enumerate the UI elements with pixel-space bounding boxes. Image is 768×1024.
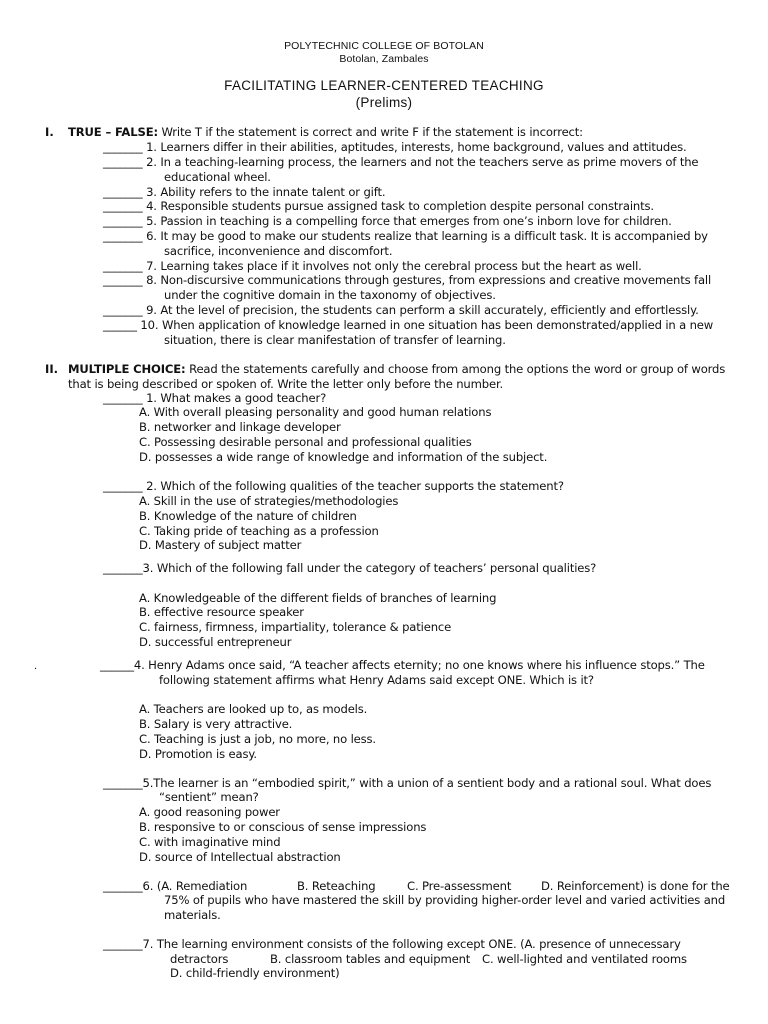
mc-q7-option-b: B. classroom tables and equipment	[270, 952, 471, 966]
tf-item-8: _______ 8. Non-discursive communications through gestures, from expressions and creative movements fall	[103, 273, 712, 287]
tf-item-5: _______ 5. Passion in teaching is a compelling force that emerges from one’s inborn love for children.	[103, 214, 672, 228]
tf-item-10: ______ 10. When application of knowledge learned in one situation has been demonstrated/applied in a new	[103, 318, 714, 332]
part2-heading: MULTIPLE CHOICE:	[68, 362, 186, 376]
mc-q5-option-d: D. source of Intellectual abstraction	[139, 850, 341, 864]
tf-item-4: _______ 4. Responsible students pursue assigned task to completion despite personal constraints.	[103, 199, 654, 213]
mc-q7-option-a-cont: detractors	[170, 952, 229, 966]
mc-q3-option-d: D. successful entrepreneur	[139, 635, 292, 649]
mc-q7-option-c: C. well-lighted and ventilated rooms	[482, 952, 687, 966]
mc-q3-option-a: A. Knowledgeable of the different fields of branches of learning	[139, 591, 497, 605]
mc-q5-option-b: B. responsive to or conscious of sense impressions	[139, 820, 427, 834]
mc-q6-lead: _______6. (A. Remediation	[103, 879, 248, 893]
tf-item-6-cont: sacrifice, inconvenience and discomfort.	[164, 244, 393, 258]
mc-q4-option-a: A. Teachers are looked up to, as models.	[139, 702, 368, 716]
part1-instruction	[68, 125, 583, 139]
mc-q4-stem: ______4. Henry Adams once said, “A teacher affects eternity; no one knows where his influence stops.” The	[100, 658, 705, 672]
mc-q3-stem: _______3. Which of the following fall under the category of teachers’ personal qualities?	[103, 561, 597, 575]
tf-item-10-cont: situation, there is clear manifestation of transfer of learning.	[164, 333, 506, 347]
part2-numeral: II.	[45, 362, 59, 376]
mc-q3-option-b: B. effective resource speaker	[139, 605, 304, 619]
part2-instruction	[68, 362, 725, 376]
tf-item-7: _______ 7. Learning takes place if it involves not only the cerebral process but the heart as well.	[103, 259, 642, 273]
mc-q2-stem: _______ 2. Which of the following qualities of the teacher supports the statement?	[103, 479, 564, 493]
mc-q6-option-d: D. Reinforcement) is done for the	[541, 879, 730, 893]
part1-numeral: I.	[45, 125, 54, 139]
mc-q5-option-a: A. good reasoning power	[139, 805, 280, 819]
school-name: POLYTECHNIC COLLEGE OF BOTOLAN	[284, 40, 484, 52]
tf-item-3: _______ 3. Ability refers to the innate talent or gift.	[103, 185, 386, 199]
mc-q1-option-b: B. networker and linkage developer	[139, 420, 341, 434]
exam-period: (Prelims)	[355, 95, 413, 110]
part2-instruction-text: Read the statements carefully and choose from among the options the word or group of words	[185, 362, 726, 376]
mc-q2-option-a: A. Skill in the use of strategies/methodologies	[139, 494, 399, 508]
mc-q1-option-a: A. With overall pleasing personality and good human relations	[139, 405, 492, 419]
mc-q2-option-b: B. Knowledge of the nature of children	[139, 509, 357, 523]
mc-q5-stem: _______5.The learner is an “embodied spirit,” with a union of a sentient body and a rational soul. What does	[103, 776, 712, 790]
tf-item-6: _______ 6. It may be good to make our students realize that learning is a difficult task. It is accompanied by	[103, 229, 708, 243]
mc-q5-stem-cont: “sentient” mean?	[159, 790, 259, 804]
part2-instruction-cont: that is being described or spoken of. Write the letter only before the number.	[68, 377, 504, 391]
part1-instruction-text: Write T if the statement is correct and write F if the statement is incorrect:	[157, 125, 583, 139]
mc-q5-option-c: C. with imaginative mind	[139, 835, 281, 849]
mc-q6-option-c: C. Pre-assessment	[407, 879, 512, 893]
mc-q7-option-d: D. child-friendly environment)	[170, 966, 340, 980]
mc-q4-stem-cont: following statement affirms what Henry Adams said except ONE. Which is it?	[159, 673, 594, 687]
tf-item-2-cont: educational wheel.	[164, 170, 271, 184]
tf-item-1: _______ 1. Learners differ in their abilities, aptitudes, interests, home background, values and attitudes.	[103, 140, 687, 154]
part1-heading: TRUE – FALSE:	[68, 125, 158, 139]
mc-q3-option-c: C. fairness, firmness, impartiality, tolerance & patience	[139, 620, 452, 634]
tf-item-9: _______ 9. At the level of precision, the students can perform a skill accurately, efficiently and effortlessly.	[103, 303, 699, 317]
tf-item-8-cont: under the cognitive domain in the taxonomy of objectives.	[164, 288, 496, 302]
mc-q4-option-c: C. Teaching is just a job, no more, no less.	[139, 732, 376, 746]
mc-q2-option-c: C. Taking pride of teaching as a profession	[139, 524, 379, 538]
tf-item-2: _______ 2. In a teaching-learning process, the learners and not the teachers serve as prime movers of the	[103, 155, 699, 169]
mc-q6-cont: 75% of pupils who have mastered the skill by providing higher-order level and varied activities and	[164, 893, 726, 907]
mc-q6-cont-2: materials.	[164, 908, 221, 922]
mc-q2-option-d: D. Mastery of subject matter	[139, 538, 302, 552]
mc-q4-option-d: D. Promotion is easy.	[139, 747, 257, 761]
mc-q4-option-b: B. Salary is very attractive.	[139, 717, 293, 731]
mc-q6-option-b: B. Reteaching	[297, 879, 376, 893]
stray-mark: .	[34, 660, 38, 672]
mc-q1-option-d: D. possesses a wide range of knowledge and information of the subject.	[139, 450, 548, 464]
course-title: FACILITATING LEARNER-CENTERED TEACHING	[224, 78, 544, 93]
mc-q7-stem: _______7. The learning environment consists of the following except ONE. (A. presence of unnecessary	[103, 937, 681, 951]
mc-q1-option-c: C. Possessing desirable personal and professional qualities	[139, 435, 472, 449]
mc-q1-stem: _______ 1. What makes a good teacher?	[103, 391, 327, 405]
school-location: Botolan, Zambales	[339, 53, 429, 65]
